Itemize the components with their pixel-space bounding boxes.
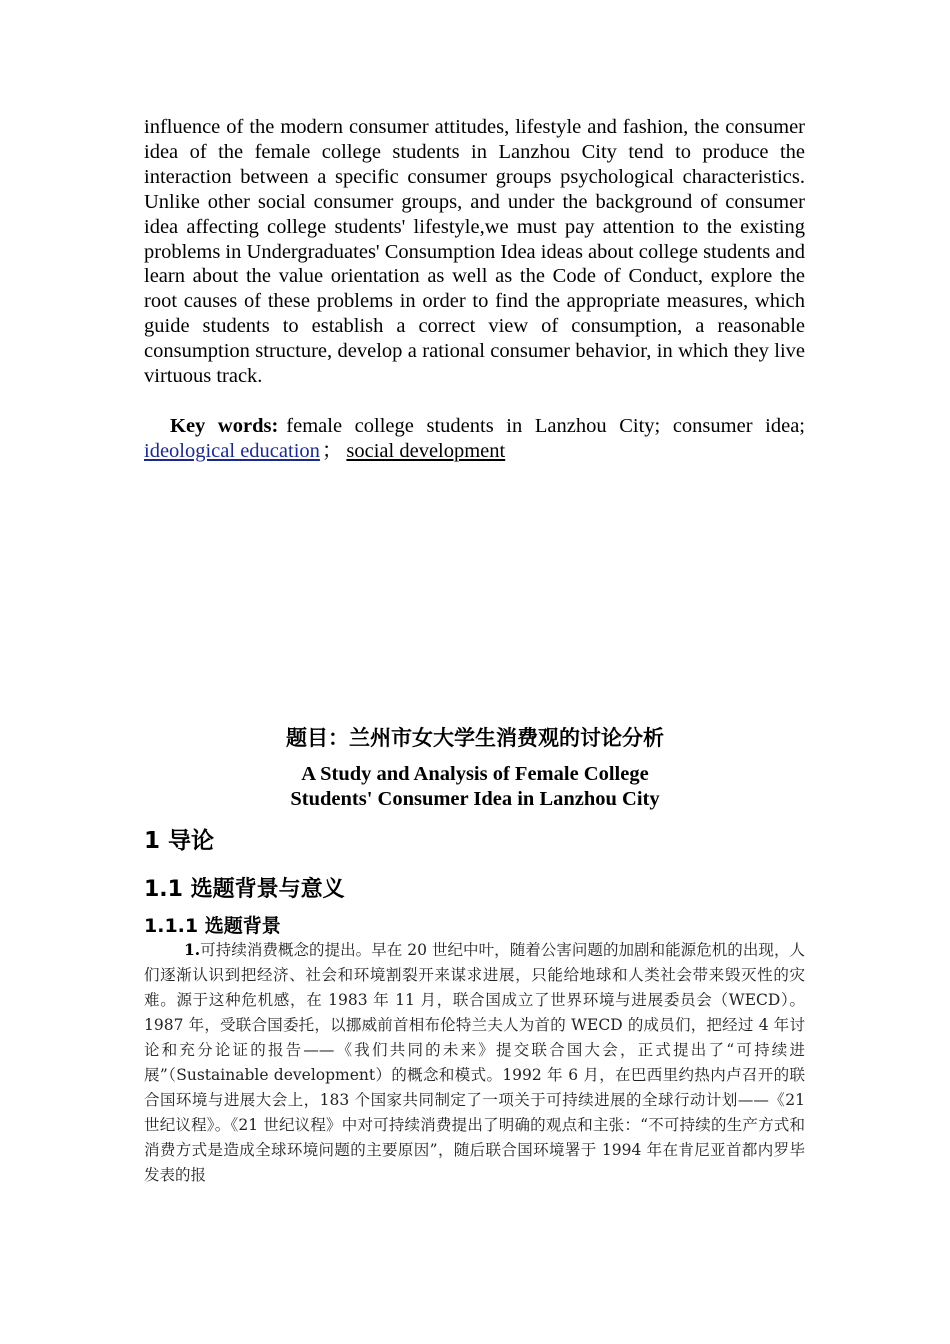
english-title [0, 762, 950, 812]
english-title-line-1: A Study and Analysis of Female College [301, 763, 649, 785]
english-abstract-paragraph: influence of the modern consumer attitudes, lifestyle and fashion, the consumer idea of the female college students in Lanzhou City tend to produce the interaction between a specific consumer groups psychological characteristics. Unlike other social consumer groups, and under the background of consumer idea affecting college students' lifestyle,we must pay attention to the existing problems in Undergraduates' Consumption Idea ideas about college students and learn about the value orientation as well as the Code of Conduct, explore the root causes of these problems in order to find the appropriate measures, which guide students to establish a correct view of consumption, a reasonable consumption structure, develop a rational consumer behavior, in which they live virtuous track. [144, 116, 805, 388]
section-heading-1-1: 1.1 选题背景与意义 [144, 877, 345, 902]
paragraph-number: 1. [184, 940, 201, 959]
english-title-line-2: Students' Consumer Idea in Lanzhou City [290, 788, 660, 810]
keyword-link-social-development[interactable]: social development [346, 439, 506, 462]
keywords-label: Key words: [170, 415, 279, 437]
keywords-text: female college students in Lanzhou City; consumer idea; [286, 415, 805, 437]
chinese-title: 题目：兰州市女大学生消费观的讨论分析 [286, 726, 664, 750]
keywords-line [144, 414, 805, 464]
keyword-separator: ； [321, 439, 343, 462]
keyword-link-ideological-education[interactable]: ideological education [144, 439, 320, 462]
section-heading-1: 1 导论 [144, 828, 215, 854]
section-heading-1-1-1: 1.1.1 选题背景 [144, 915, 281, 937]
chinese-body-paragraph [144, 937, 805, 1188]
paragraph-text: 可持续消费概念的提出。早在 20 世纪中叶，随着公害问题的加剧和能源危机的出现，人们逐渐认识到把经济、社会和环境割裂开来谋求进展，只能给地球和人类社会带来毁灭性的灾难。源于这种危机感，在 1983 年 11 月，联合国成立了世界环境与进展委员会（WECD）。1987 年，受联合国委托，以挪威前首相布伦特兰夫人为首的 WECD 的成员们，把经过 4 年讨论和充分论证的报告——《我们共同的未来》提交联合国大会，正式提出了“可持续进展”（Sustainable development）的概念和模式。1992 年 6 月，在巴西里约热内卢召开的联合国环境与进展大会上，183 个国家共同制定了一项关于可持续进展的全球行动计划——《21 世纪议程》。《21 世纪议程》中对可持续消费提出了明确的观点和主张：“不可持续的生产方式和消费方式是造成全球环境问题的主要原因”，随后联合国环境署于 1994 年在肯尼亚首都内罗毕发表的报 [144, 941, 805, 1184]
